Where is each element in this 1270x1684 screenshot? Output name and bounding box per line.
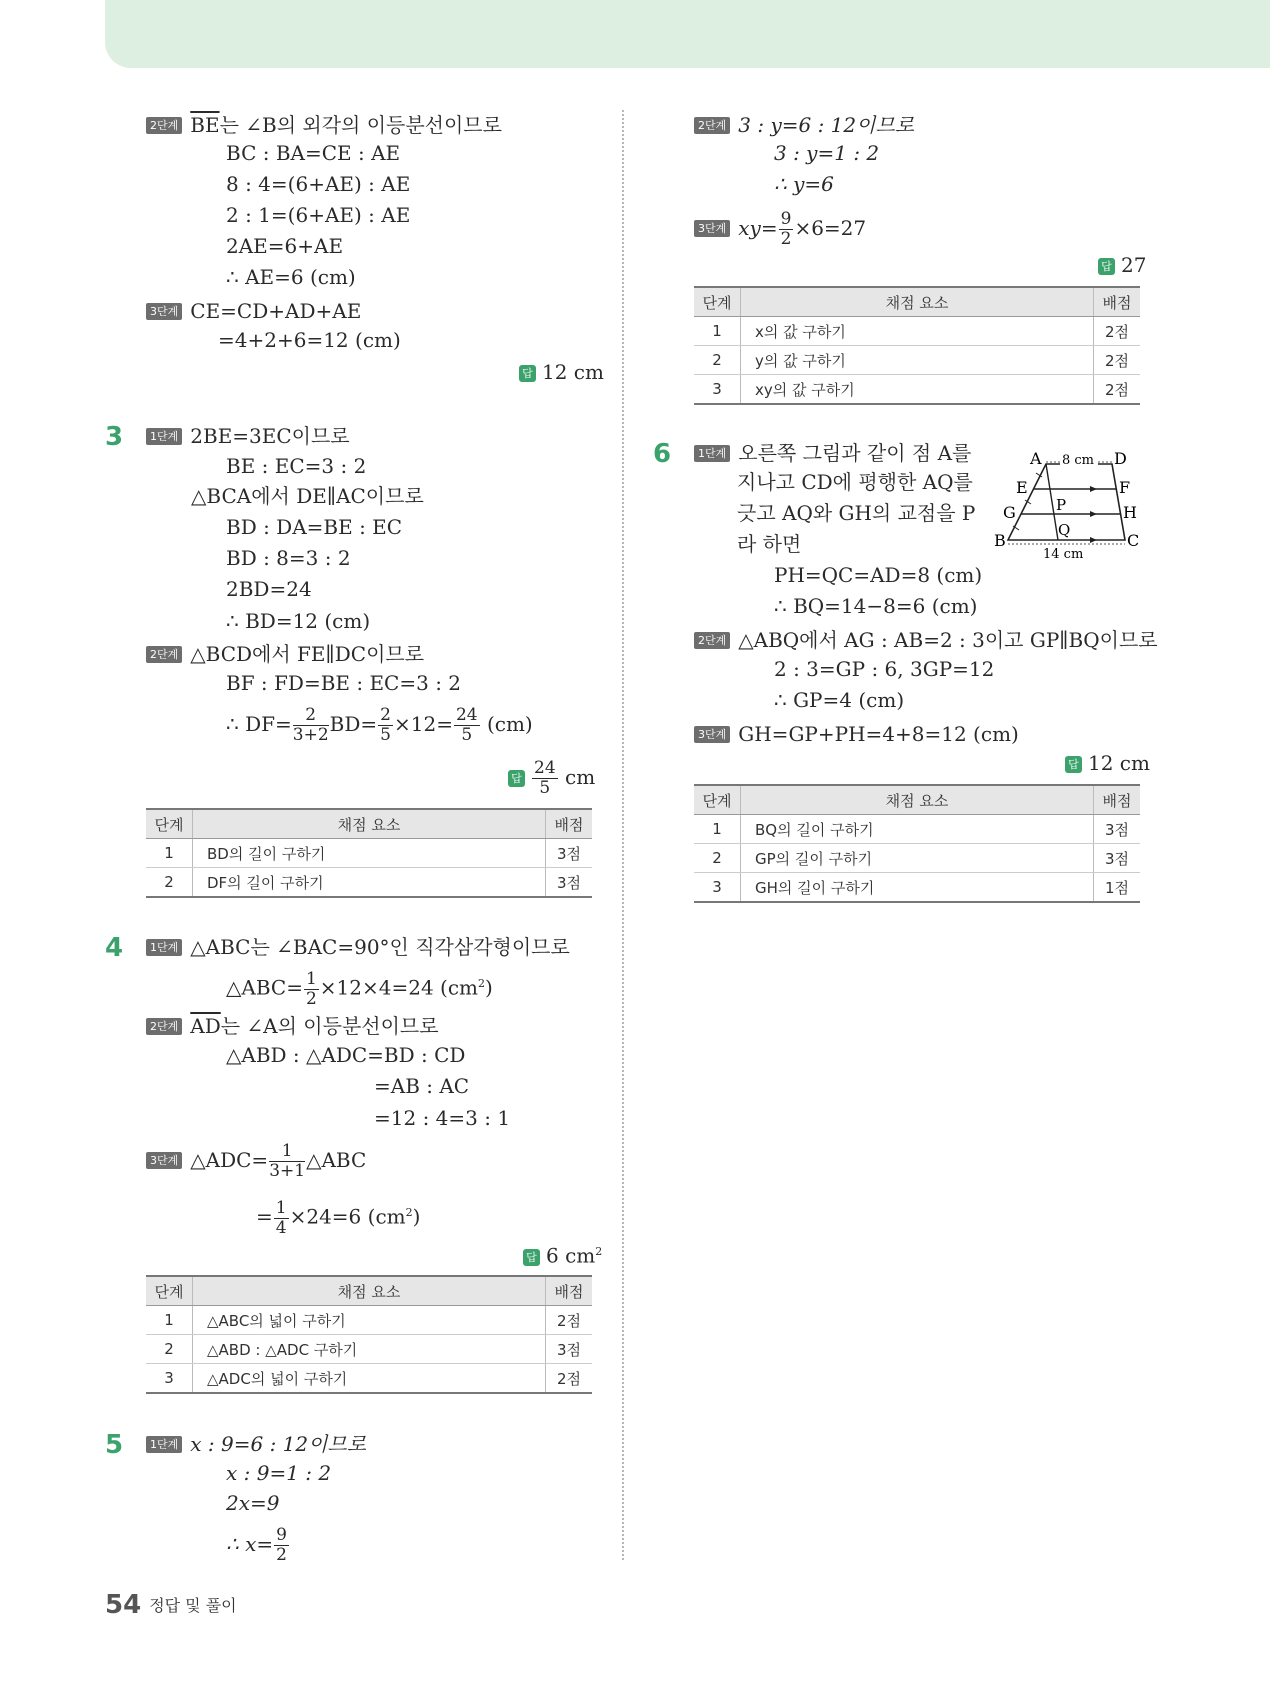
q4-step3-line: 3단계 △ADC= $\frac{1}{3+1}$ △ABC [146,1140,366,1181]
column-divider [622,110,624,1560]
step3-badge: 3단계 [694,220,730,237]
q2-line: =4+2+6=12 (cm) [218,328,401,352]
fraction: $\frac{2}{5}$ [380,705,391,745]
q2-line: 2AE=6+AE [226,234,344,258]
page-footer [105,1590,237,1620]
label-d: D [1114,449,1127,468]
fraction: $\frac{24}{5}$ [534,758,556,798]
q6-score-table: 단계 채점 요소 배점 1 BQ의 길이 구하기 3점 2 GP의 길이 구하기 3점 3 GH의 길이 구하기 1점 [694,784,1140,903]
step3-badge: 3단계 [146,303,182,320]
q5-line: ∴ x= $\frac{9}{2}$ [226,1525,287,1565]
answer-icon: 답 [1065,756,1082,773]
q3-line: BD : 8=3 : 2 [226,546,351,570]
q6-line: 2 : 3=GP : 6, 3GP=12 [774,657,995,681]
q4-step1-line: 1단계 △ABC는 ∠BAC=90°인 직각삼각형이므로 [146,934,570,960]
q2-answer: 답 12 cm [519,359,604,385]
table-row: 1 x의 값 구하기 2점 [694,317,1140,346]
label-f: F [1119,478,1131,497]
q4-number: 4 [105,933,124,963]
fraction: $\frac{1}{2}$ [305,968,317,1009]
label-p: P [1056,496,1067,514]
q4-line: =12 : 4=3 : 1 [374,1106,511,1130]
label-g: G [1003,503,1016,522]
table-row: 1 △ABC의 넓이 구하기 2점 [146,1306,592,1335]
step1-badge: 1단계 [694,445,730,462]
q3-line: BF : FD=BE : EC=3 : 2 [226,671,462,695]
label-c: C [1127,531,1140,550]
step3-badge: 3단계 [146,1152,182,1169]
q4-line: =AB : AC [374,1074,470,1098]
step1-badge: 1단계 [146,1436,182,1453]
step2-badge: 2단계 [146,1018,182,1035]
step1-badge: 1단계 [146,939,182,956]
q3-step2-line: 2단계 △BCD에서 FE∥DC이므로 [146,641,424,667]
q5-step3-line: 3단계 xy= $\frac{9}{2}$ ×6=27 [694,208,866,249]
answer-icon: 답 [519,365,536,382]
q2-line: 8 : 4=(6+AE) : AE [226,172,411,196]
q6-step3-line: 3단계 GH=GP+PH=4+8=12 (cm) [694,721,1019,747]
q4-area-line: △ABC= $\frac{1}{2}$ ×12×4=24 $(cm^2)$ [226,968,493,1009]
answer-icon: 답 [508,770,525,787]
q5-number: 5 [105,1430,124,1460]
table-row: 2 GP의 길이 구하기 3점 [694,844,1140,873]
q4-answer: 답 6 $cm^2$ [523,1239,602,1269]
label-a: A [1030,449,1042,468]
table-row: 3 △ADC의 넓이 구하기 2점 [146,1364,592,1394]
label-h: H [1123,503,1137,522]
q5-score-table: 단계 채점 요소 배점 1 x의 값 구하기 2점 2 y의 값 구하기 2점 3 xy의 값 구하기 2점 [694,286,1140,405]
q3-line: △BCA에서 DE∥AC이므로 [191,484,424,508]
step3-badge: 3단계 [694,726,730,743]
step2-badge: 2단계 [146,646,182,663]
q6-step1-line: 1단계 오른쪽 그림과 같이 점 A를 [694,440,971,466]
q5-step2-line: 2단계 3 : y=6 : 12이므로 [694,112,914,138]
fraction: $\frac{1}{4}$ [275,1197,287,1238]
footer-title: 정답 및 풀이 [149,1596,237,1615]
table-row: 1 BQ의 길이 구하기 3점 [694,815,1140,844]
fraction: $\frac{24}{5}$ [455,705,478,745]
q4-step2-line: 2단계 $\overline{AD}$는 ∠A의 이등분선이므로 [146,1013,439,1039]
table-row: 2 △ABD : △ADC 구하기 3점 [146,1335,592,1364]
answer-icon: 답 [523,1249,540,1266]
label-e: E [1016,478,1028,497]
q2-line: BC : BA=CE : AE [226,141,401,165]
q5-step1-line: 1단계 x : 9=6 : 12이므로 [146,1431,366,1457]
table-row: 3 xy의 값 구하기 2점 [694,375,1140,405]
step2-badge: 2단계 [694,632,730,649]
q3-answer: 답 $\frac{24}{5}$ cm [508,757,595,798]
q2-line: ∴ AE=6 (cm) [226,265,356,289]
fraction: $\frac{2}{3+2}$ [292,705,329,745]
q3-line: BD : DA=BE : EC [226,515,403,539]
q6-step2-line: 2단계 △ABQ에서 AG : AB=2 : 3이고 GP∥BQ이므로 [694,627,1158,653]
label-q: Q [1058,521,1071,539]
q4-line: △ABD : △ADC=BD : CD [226,1043,466,1067]
fraction: $\frac{9}{2}$ [276,1525,287,1565]
step1-badge: 1단계 [146,428,182,445]
q5-line: 3 : y=1 : 2 [774,141,880,165]
page-number: 54 [105,1590,142,1620]
trapezoid-figure [990,440,1140,560]
q6-line: PH=QC=AD=8 (cm) [774,563,983,587]
label-b: B [994,531,1006,550]
q6-line: 지나고 CD에 평행한 AQ를 [737,470,973,494]
table-row: 2 y의 값 구하기 2점 [694,346,1140,375]
q2-step3-line: 3단계 CE=CD+AD+AE [146,298,361,324]
header-band [105,0,1270,68]
answer-icon: 답 [1098,258,1115,275]
q4-line: = $\frac{1}{4}$ ×24=6 $(cm^2)$ [256,1197,421,1238]
q2-step2-line: 2단계 $\overline{BE}$는 ∠B의 외각의 이등분선이므로 [146,112,502,138]
q3-step1-line: 1단계 2BE=3EC이므로 [146,423,350,449]
q6-answer: 답 12 cm [1065,750,1150,776]
fraction: $\frac{1}{3+1}$ [269,1141,306,1181]
table-row: 2 DF의 길이 구하기 3점 [146,868,592,898]
q6-line: 긋고 AQ와 GH의 교점을 P [737,501,976,525]
q3-line: 2BD=24 [226,577,312,601]
q6-line: 라 하면 [737,532,802,556]
q2-line: 2 : 1=(6+AE) : AE [226,203,411,227]
q5-line: ∴ y=6 [774,172,834,196]
fraction: $\frac{9}{2}$ [780,209,792,249]
q3-line: BE : EC=3 : 2 [226,454,367,478]
q6-number: 6 [653,439,672,469]
table-row: 3 GH의 길이 구하기 1점 [694,873,1140,903]
label-top-length: 8 cm [1062,453,1095,468]
q5-line: 2x=9 [226,1491,280,1515]
q6-line: ∴ BQ=14−8=6 (cm) [774,594,978,618]
q5-line: x : 9=1 : 2 [226,1461,332,1485]
q5-answer: 답 27 [1098,252,1146,278]
label-bottom-length: 14 cm [1043,547,1084,560]
q3-line: ∴ BD=12 (cm) [226,609,371,633]
q3-number: 3 [105,422,124,452]
table-row: 1 BD의 길이 구하기 3점 [146,839,592,868]
q3-score-table: 단계 채점 요소 배점 1 BD의 길이 구하기 3점 2 DF의 길이 구하기 3점 [146,808,592,898]
q6-line: ∴ GP=4 (cm) [774,688,905,712]
step2-badge: 2단계 [694,117,730,134]
step2-badge: 2단계 [146,117,182,134]
q4-score-table: 단계 채점 요소 배점 1 △ABC의 넓이 구하기 2점 2 △ABD : △ADC 구하기 3점 3 △ADC의 넓이 구하기 2점 [146,1275,592,1394]
q3-df-line: ∴ DF= $\frac{2}{3+2}$ BD= $\frac{2}{5}$ ×12= $\frac{24}{5}$ (cm) [226,705,533,745]
